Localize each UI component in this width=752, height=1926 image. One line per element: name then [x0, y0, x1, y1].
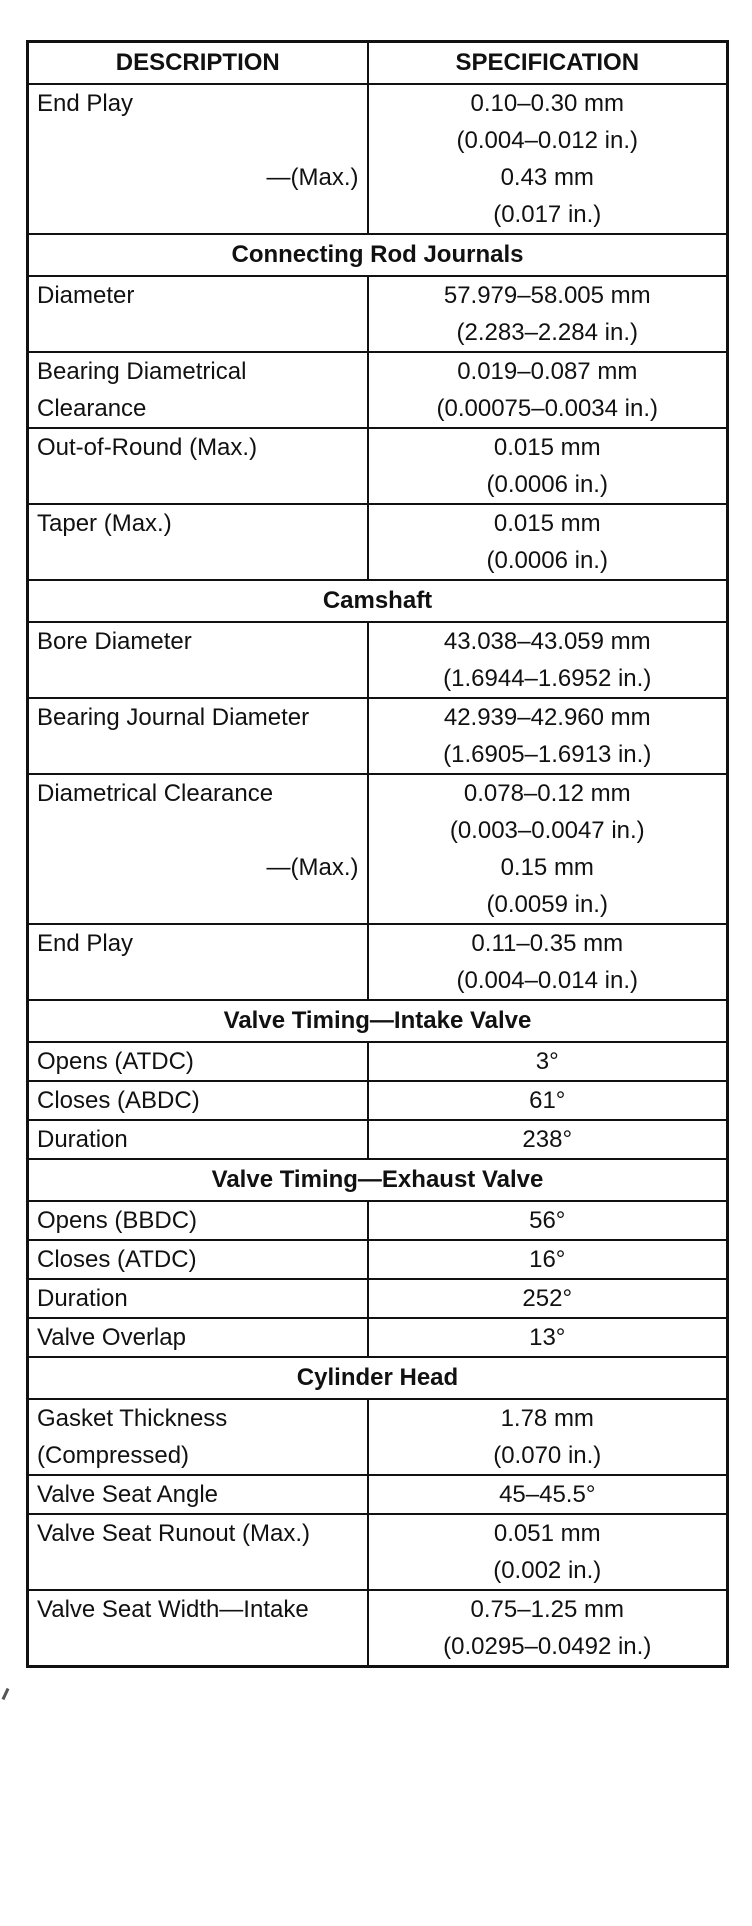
table-row [28, 1279, 728, 1318]
specification-line: (0.003–0.0047 in.) [449, 817, 645, 844]
description-cell [28, 1399, 368, 1475]
specification-line: (1.6944–1.6952 in.) [443, 665, 652, 692]
table-row [28, 698, 728, 774]
specification-line: 3° [535, 1048, 559, 1075]
specification-table [26, 40, 729, 1668]
specification-line: 0.10–0.30 mm [470, 90, 624, 117]
description-line [37, 962, 359, 999]
specification-line: (0.002 in.) [493, 1557, 602, 1584]
description-line: —(Max.) [266, 164, 359, 191]
description-cell [28, 924, 368, 1000]
description-line: End Play [37, 90, 134, 117]
specification-line: (0.017 in.) [493, 201, 602, 228]
specification-cell [368, 84, 728, 234]
description-line: Valve Seat Runout (Max.) [37, 1520, 311, 1547]
description-line [37, 196, 359, 233]
specification-cell [368, 1081, 728, 1120]
table-row [28, 352, 728, 428]
table-row [28, 622, 728, 698]
section-header-row [28, 234, 728, 276]
description-line [37, 660, 359, 697]
description-line: Opens (ATDC) [37, 1048, 194, 1075]
description-line: Diametrical Clearance [37, 780, 274, 807]
specification-line: (1.6905–1.6913 in.) [443, 741, 652, 768]
description-line: (Compressed) [37, 1442, 190, 1469]
specification-line: 57.979–58.005 mm [443, 282, 651, 309]
description-line: Gasket Thickness [37, 1405, 228, 1432]
table-row [28, 428, 728, 504]
table-row [28, 1475, 728, 1514]
description-line: —(Max.) [266, 854, 359, 881]
specification-line: 61° [529, 1087, 566, 1114]
specification-cell [368, 622, 728, 698]
specification-line: 43.038–43.059 mm [443, 628, 651, 655]
description-cell [28, 1081, 368, 1120]
top-cropped-heading [0, 0, 752, 34]
description-line [37, 736, 359, 773]
specification-line: 0.051 mm [493, 1520, 601, 1547]
specification-cell [368, 1399, 728, 1475]
specification-line: 13° [529, 1324, 566, 1351]
table-row [28, 1514, 728, 1590]
section-header-row [28, 1357, 728, 1399]
table-row [28, 84, 728, 234]
table-row [28, 1042, 728, 1081]
description-cell [28, 1514, 368, 1590]
specification-line: (0.004–0.014 in.) [456, 967, 638, 994]
column-header-specification: SPECIFICATION [368, 42, 728, 85]
specification-line: (0.0295–0.0492 in.) [443, 1633, 652, 1660]
description-line [37, 1628, 359, 1665]
description-line [37, 886, 359, 923]
description-cell [28, 352, 368, 428]
description-line: End Play [37, 930, 134, 957]
specification-cell [368, 352, 728, 428]
specification-line: 252° [522, 1285, 573, 1312]
specification-line: 45–45.5° [499, 1481, 596, 1508]
description-line: Duration [37, 1285, 128, 1312]
specification-cell [368, 428, 728, 504]
specification-cell [368, 276, 728, 352]
description-line: Out-of-Round (Max.) [37, 434, 258, 461]
description-cell [28, 1279, 368, 1318]
table-header-row [28, 42, 728, 85]
section-header-row [28, 1000, 728, 1042]
specification-line: 16° [529, 1246, 566, 1273]
specification-line: (2.283–2.284 in.) [456, 319, 638, 346]
description-line: Valve Overlap [37, 1324, 186, 1351]
description-line: Taper (Max.) [37, 510, 172, 537]
specification-line: 0.078–0.12 mm [463, 780, 631, 807]
column-header-description: DESCRIPTION [28, 42, 368, 85]
table-row [28, 1318, 728, 1357]
specification-line: (0.004–0.012 in.) [456, 127, 638, 154]
specification-line: 0.015 mm [493, 510, 601, 537]
section-title: Valve Timing—Exhaust Valve [28, 1159, 728, 1201]
description-line: Bore Diameter [37, 628, 192, 655]
specification-line: 0.75–1.25 mm [470, 1596, 624, 1623]
description-cell [28, 1042, 368, 1081]
specification-line: 0.019–0.087 mm [457, 358, 638, 385]
description-line: Bearing Journal Diameter [37, 704, 310, 731]
description-line: Closes (ATDC) [37, 1246, 197, 1273]
margin-mark [2, 1688, 10, 1700]
specification-line: 238° [522, 1126, 573, 1153]
specification-cell [368, 504, 728, 580]
section-title: Valve Timing—Intake Valve [28, 1000, 728, 1042]
specification-line: (0.0006 in.) [486, 471, 608, 498]
specification-cell [368, 1514, 728, 1590]
specification-line: 0.15 mm [500, 854, 594, 881]
description-cell [28, 1201, 368, 1240]
table-body [28, 84, 728, 1667]
description-cell [28, 1318, 368, 1357]
specification-line: 0.43 mm [500, 164, 594, 191]
description-cell [28, 84, 368, 234]
section-title: Camshaft [28, 580, 728, 622]
table-row [28, 774, 728, 924]
table-row [28, 504, 728, 580]
table-row [28, 1399, 728, 1475]
description-line: Clearance [37, 395, 147, 422]
description-line [37, 466, 359, 503]
specification-cell [368, 698, 728, 774]
specification-cell [368, 1042, 728, 1081]
specification-line: (0.00075–0.0034 in.) [436, 395, 658, 422]
description-cell [28, 1240, 368, 1279]
description-cell [28, 276, 368, 352]
specification-line: 0.015 mm [493, 434, 601, 461]
description-line [37, 1552, 359, 1589]
description-line [37, 812, 359, 849]
table-row [28, 1240, 728, 1279]
table-row [28, 276, 728, 352]
description-line: Bearing Diametrical [37, 358, 247, 385]
specification-line: 1.78 mm [500, 1405, 594, 1432]
description-line [37, 542, 359, 579]
specification-cell [368, 1240, 728, 1279]
specification-line: (0.0059 in.) [486, 891, 608, 918]
specification-cell [368, 1201, 728, 1240]
section-title: Cylinder Head [28, 1357, 728, 1399]
table-row [28, 1081, 728, 1120]
description-cell [28, 1475, 368, 1514]
specification-line: (0.070 in.) [493, 1442, 602, 1469]
table-row [28, 1590, 728, 1667]
section-title: Connecting Rod Journals [28, 234, 728, 276]
specification-cell [368, 774, 728, 924]
table-row [28, 1120, 728, 1159]
specification-cell [368, 1120, 728, 1159]
table-row [28, 1201, 728, 1240]
description-line: Valve Seat Width—Intake [37, 1596, 309, 1623]
specification-line: 0.11–0.35 mm [471, 930, 624, 957]
specification-cell [368, 1475, 728, 1514]
specification-cell [368, 1279, 728, 1318]
description-line: Duration [37, 1126, 128, 1153]
description-cell [28, 504, 368, 580]
specification-line: (0.0006 in.) [486, 547, 608, 574]
section-header-row [28, 580, 728, 622]
description-cell [28, 1590, 368, 1667]
section-header-row [28, 1159, 728, 1201]
description-line [37, 122, 359, 159]
description-cell [28, 1120, 368, 1159]
specification-cell [368, 924, 728, 1000]
specification-cell [368, 1590, 728, 1667]
specification-cell [368, 1318, 728, 1357]
description-line: Closes (ABDC) [37, 1087, 200, 1114]
description-cell [28, 774, 368, 924]
table-row [28, 924, 728, 1000]
description-cell [28, 622, 368, 698]
description-line: Opens (BBDC) [37, 1207, 198, 1234]
specification-line: 42.939–42.960 mm [443, 704, 651, 731]
description-line: Diameter [37, 282, 135, 309]
description-line: Valve Seat Angle [37, 1481, 219, 1508]
description-cell [28, 428, 368, 504]
specification-line: 56° [529, 1207, 566, 1234]
description-line [37, 314, 359, 351]
description-cell [28, 698, 368, 774]
